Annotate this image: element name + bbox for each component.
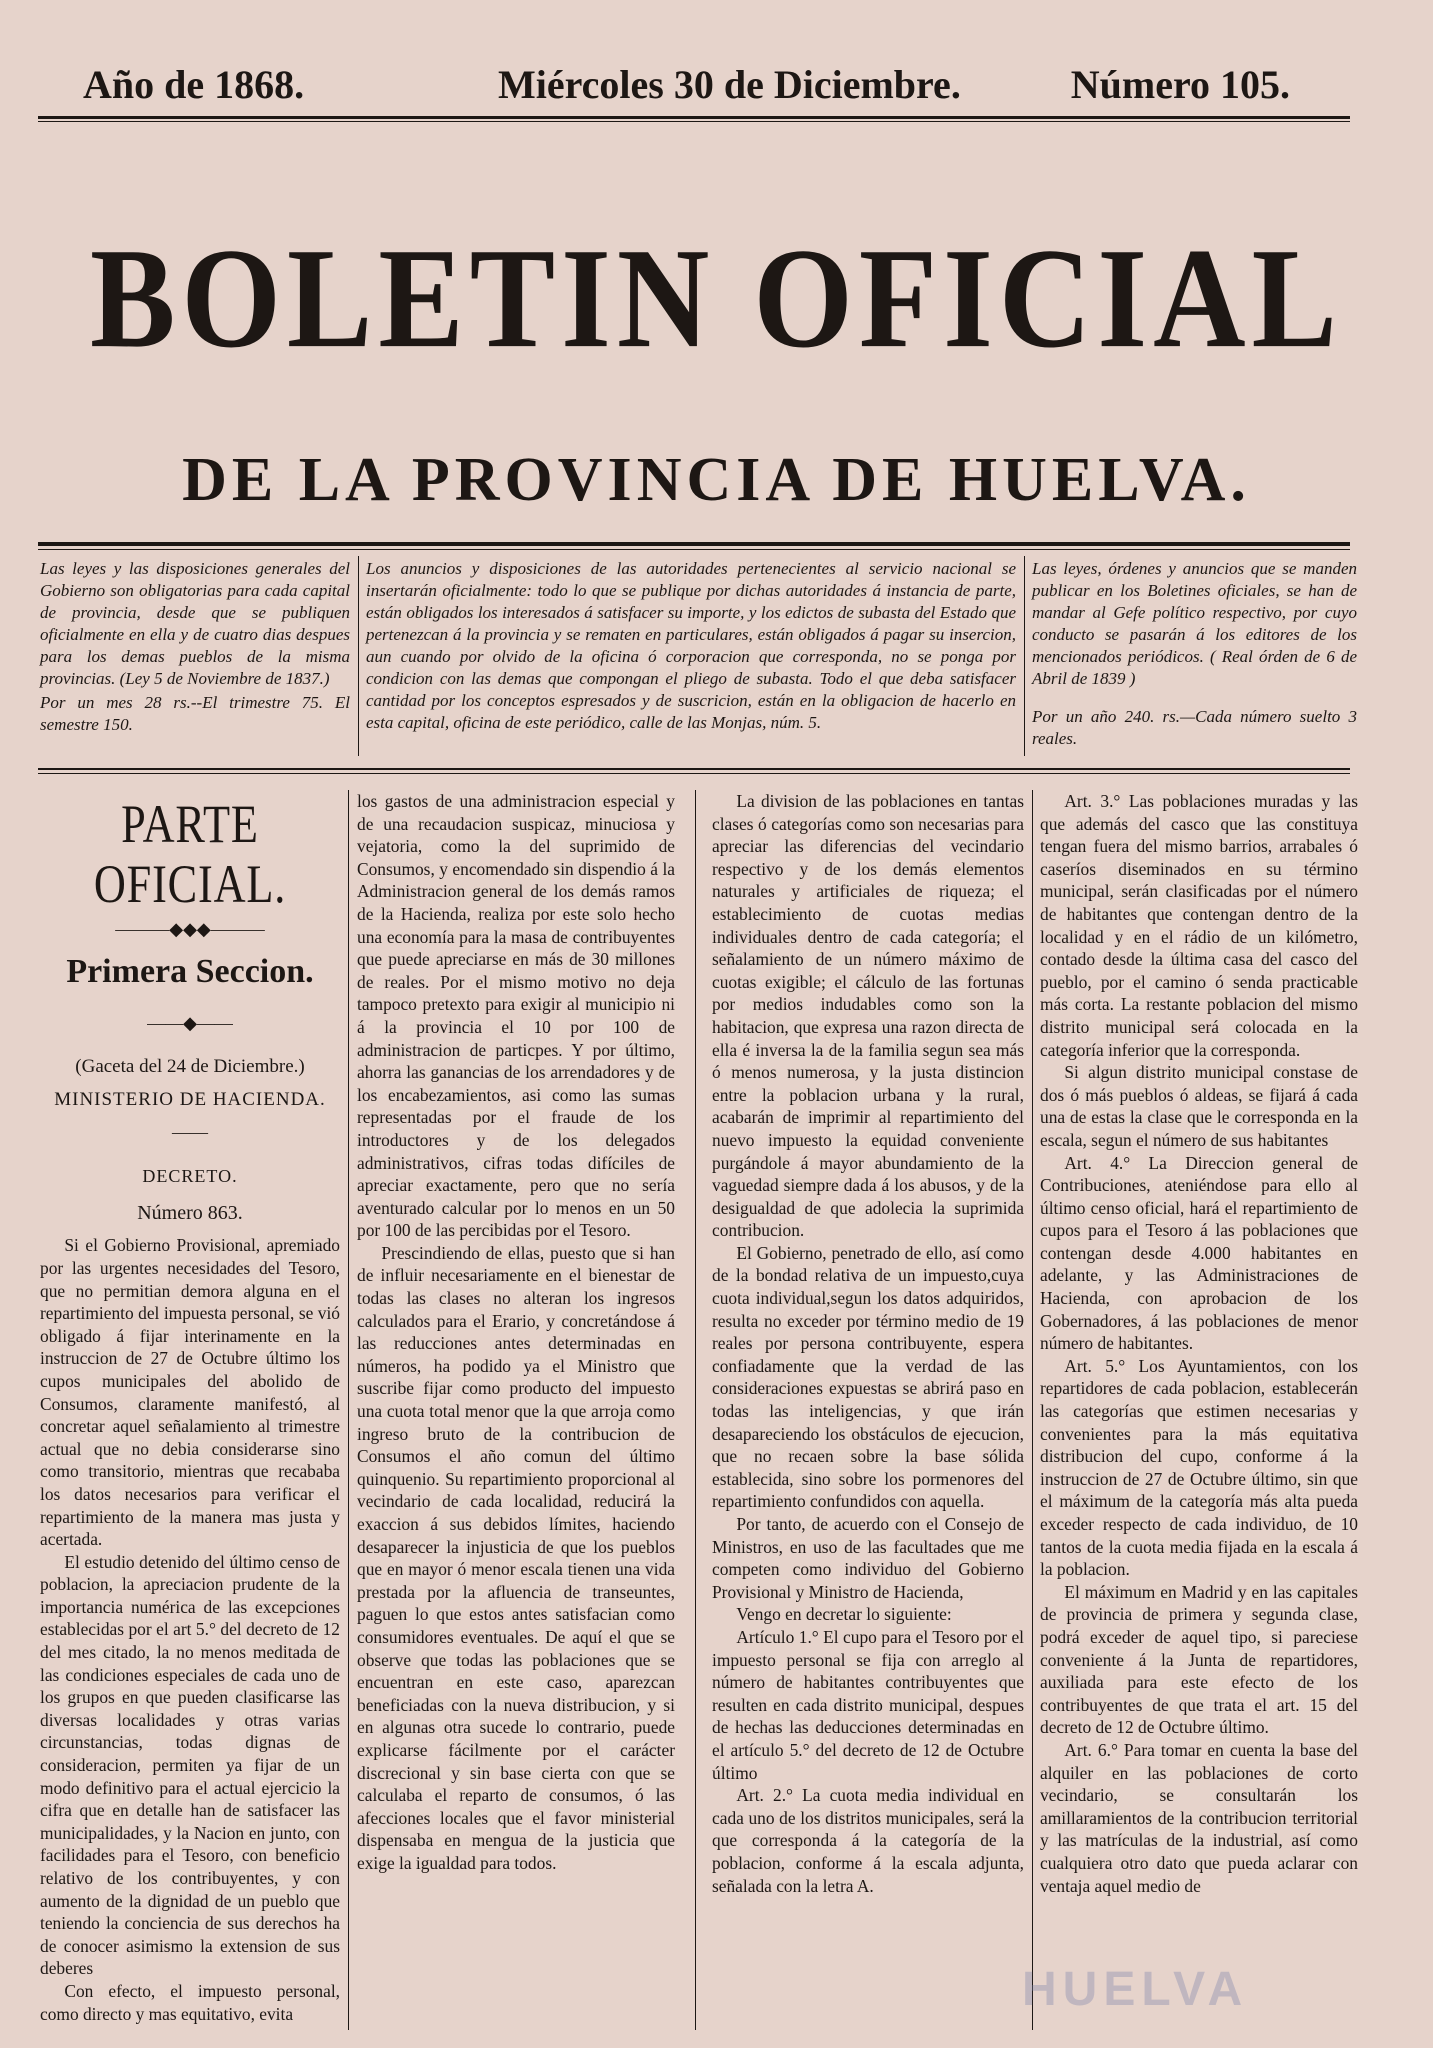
masthead-rule bbox=[38, 116, 1350, 119]
issue-number: Número 105. bbox=[1070, 62, 1290, 107]
paragraph: El Gobierno, penetrado de ello, así como de la bondad relativa de un impuesto,cuya cuota individual,segun los datos adquiridos, resulta no exceder por término medio de 19 reales por persona contribuyente, espera confiadamente que la verdad de las consideraciones expuestas se abrirá paso en todas las inteligencias, y que irán desapareciendo los obstáculos de ejecucion, que no recaen sobre la base sólida establecida, sino sobre los pormenores del repartimiento confundidos con aquella. bbox=[712, 1242, 1024, 1512]
notice-divider-1 bbox=[358, 556, 359, 756]
notice-rule bbox=[38, 768, 1350, 770]
paragraph: La division de las poblaciones en tantas clases ó categorías como son necesarias para apreciar las diferencias del vecindario respectivo y de los demás elementos naturales y artificiales de riqueza; el establecimiento de cuotas medias individuales dentro de cada categoría; el señalamiento de un número máximo de cuotas exigible; el cálculo de las fortunas por medios indudables como son la habitacion, que expresa una razon directa de ella é inversa la de la familia segun sea más ó menos numerosa, y la justa distincion entre la poblacion urbana y la rural, acabarán de imprimir al repartimiento del nuevo impuesto la equidad conveniente purgándole á mayor abundamiento de la vaguedad siempre dada á los abusos, y de la desigualdad de que adolecia la suprimida contribucion. bbox=[712, 791, 1024, 1241]
paragraph: Por tanto, de acuerdo con el Consejo de Ministros, en uso de las facultades que me competen como individuo del Gobierno Provisional y Ministro de Hacienda, bbox=[712, 1514, 1024, 1602]
column-4 bbox=[1040, 790, 1358, 1897]
notice-rule-thin bbox=[38, 773, 1350, 774]
notice-left-price: Por un mes 28 rs.--El trimestre 75. El semestre 150. bbox=[40, 693, 350, 734]
column-1 bbox=[40, 790, 340, 2025]
paragraph: Prescindiendo de ellas, puesto que si han de influir necesariamente en el bienestar de todas las clases no alteran los ingresos calculados para el Erario, y concretándose á las reducciones antes determinadas en números, ha podido ya el Ministro que suscribe fijar como producto del impuesto una cuota total menor que la que arroja como ingreso bruto de la contribucion de Consumos el año comun del último quinquenio. Su repartimiento proporcional al vecindario de cada localidad, reducirá la exaccion á sus debidos límites, haciendo desaparecer la injusticia de que los pueblos que en mayor ó menor escala tienen una vida prestada por la afluencia de transeuntes, paguen lo que estos antes satisfacian como consumidores eventuales. De aquí el que se observe que todas las poblaciones que se encuentran en este caso, aparezcan beneficiadas con la nueva distribucion, y si en algunas otra sucede lo contrario, puede explicarse fácilmente por el carácter discrecional y sin base cierta con que se calculaba el reparto de consumos, ó las afecciones locales que el favor ministerial dispensaba en mengua de la justicia que exige la igualdad para todos. bbox=[357, 1242, 675, 1873]
newspaper-title: BOLETIN OFICIAL bbox=[90, 218, 1343, 378]
ornament-divider: —— bbox=[172, 1122, 208, 1143]
masthead-rule-thin bbox=[38, 121, 1350, 122]
archive-watermark: HUELVA bbox=[1022, 1963, 1249, 2016]
notice-left bbox=[40, 558, 350, 736]
column-divider-3 bbox=[1032, 790, 1033, 2030]
column-divider-1 bbox=[348, 790, 349, 2030]
paragraph: Art. 4.° La Direccion general de Contribuciones, ateniéndose para ello al último censo oficial, hará el repartimiento de cupos para el Tesoro á las poblaciones que contengan desde 4.000 habitantes en adelante, y las Administraciones de Hacienda, con aprobacion de los Gobernadores, á las poblaciones de menor número de habitantes. bbox=[1040, 1152, 1358, 1354]
paragraph: Si el Gobierno Provisional, apremiado por las urgentes necesidades del Tesoro, que no permitian demora alguna en el repartimiento del impuesta personal, se vió obligado á fijar interinamente en la instruccion de 27 de Octubre último los cupos municipales del abolido de Consumos, claramente manifestó, al concretar aquel señalamiento al trimestre actual que no debia considerarse sino como transitorio, mientras que recababa los datos necesarios para verificar el repartimiento de la manera mas justa y acertada. bbox=[40, 1235, 340, 1550]
parte-oficial-heading: PARTE OFICIAL. bbox=[93, 794, 287, 914]
decreto-heading: DECRETO. bbox=[142, 1166, 238, 1187]
paragraph: Si algun distrito municipal constase de dos ó más pueblos ó aldeas, se fijará á cada una de estas la clase que le corresponda en la escala, segun el número de sus habitantes bbox=[1040, 1062, 1358, 1150]
paragraph: El estudio detenido del último censo de poblacion, la apreciacion prudente de la importancia numérica de las excepciones establecidas por el art 5.° del decreto de 12 del mes citado, la no menos meditada de las condiciones especiales de cada uno de los grupos en que pueden clasificarse las diversas localidades y otras varias circunstancias, todas dignas de consideracion, permiten ya fijar de un modo definitivo para el actual ejercicio la cifra que en detalle han de satisfacer las municipalidades, y la Nacion en junto, con facilidades para el Tesoro, con beneficio relativo de los contribuyentes, y con aumento de la dignidad de un pueblo que teniendo la conciencia de sus derechos ha de conocer asimismo la extension de sus deberes bbox=[40, 1551, 340, 1979]
column-2 bbox=[357, 790, 675, 1875]
paragraph: Art. 6.° Para tomar en cuenta la base del alquiler en las poblaciones de corto vecindario, se consultarán los amillaramientos de la contribucion territorial y las matrículas de la industrial, así como cualquiera otro dato que pueda aclarar con ventaja aquel medio de bbox=[1040, 1739, 1358, 1896]
ministry-heading: MINISTERIO DE HACIENDA. bbox=[54, 1088, 326, 1110]
notice-left-text: Las leyes y las disposiciones generales del Gobierno son obligatorias para cada capital de provincia, desde que se publiquen oficialmente en ella y de cuatro dias despues para los demas pueblos de la misma provincias. (Ley 5 de Noviembre de 1837.) bbox=[40, 559, 350, 688]
paragraph: Con efecto, el impuesto personal, como directo y mas equitativo, evita bbox=[40, 1980, 340, 2024]
notice-right-price: Por un año 240. rs.—Cada número suelto 3 reales. bbox=[1032, 707, 1357, 748]
decreto-number: Número 863. bbox=[137, 1201, 243, 1224]
notice-right bbox=[1032, 558, 1357, 750]
paragraph: los gastos de una administracion especial y de una recaudacion suspicaz, minuciosa y vejatoria, como la del suprimido de Consumos, y encomendado sin dispendio á la Administracion general de los demás ramos de la Hacienda, realiza por este solo hecho una economía para la masa de contribuyentes que puede apreciarse en más de 30 millones de reales. Por el mismo motivo no deja tampoco pretexto para exigir al municipio ni á la provincia el 10 por 100 de administracion de particpes. Y por último, ahorra las ganancias de los arrendadores y de los encabezamientos, asi como las sumas representadas por el fraude de los introductores y de los delegados administrativos, cifras todas difíciles de apreciar exactamente, pero que no sería aventurado calcular por lo menos en un 50 por 100 de las percibidas por el Tesoro. bbox=[357, 791, 675, 1241]
notice-right-text: Las leyes, órdenes y anuncios que se manden publicar en los Boletines oficiales, se han de mandar al Gefe político respectivo, por cuyo conducto se pasarán á los editores de los mencionados periódicos. ( Real órden de 6 de Abril de 1839 ) bbox=[1032, 559, 1357, 688]
column-divider-2 bbox=[695, 790, 696, 2030]
issue-year: Año de 1868. bbox=[83, 62, 305, 107]
primera-seccion-heading: Primera Seccion. bbox=[66, 953, 314, 990]
title-rule bbox=[38, 542, 1350, 546]
paragraph: Art. 3.° Las poblaciones muradas y las que además del casco que las constituya tengan fuera del mismo barrios, arrabales ó caseríos diseminados en su término municipal, serán clasificadas por el número de habitantes que contengan dentro de la localidad y en el rádio de un kilómetro, contado desde la última casa del casco del pueblo, por el camino ó senda practicable más corta. La restante poblacion del mismo distrito municipal será colocada en la categoría inferior que la corresponda. bbox=[1040, 791, 1358, 1060]
issue-date: Miércoles 30 de Diciembre. bbox=[498, 62, 961, 107]
paragraph: Vengo en decretar lo siguiente: bbox=[736, 1604, 952, 1625]
newspaper-subtitle: DE LA PROVINCIA DE HUELVA. bbox=[182, 446, 1251, 514]
gaceta-reference: (Gaceta del 24 de Diciembre.) bbox=[75, 1056, 305, 1077]
ornament-divider: ——◆—— bbox=[147, 1013, 233, 1033]
notice-divider-2 bbox=[1024, 556, 1025, 756]
notice-center-text: Los anuncios y disposiciones de las autoridades pertenecientes al servicio nacional se insertarán oficialmente: todo lo que se publique por dichas autoridades á instancia de parte, están obligados los interesados á satisfacer su importe, y los edictos de subasta del Estado que pertenezcan á la provincia y se rematen en particulares, están obligados á pagar su insercion, aun cuando por olvido de la oficina ó corporacion que corresponda, no se ponga por condicion con las demas que compongan el pliego de subasta. Todo el que deba satisfacer cantidad por los conceptos espresados y de suscricion, están en la obligacion de hacerlo en esta capital, oficina de este periódico, calle de las Monjas, núm. 5. bbox=[366, 559, 1016, 732]
paragraph: El máximum en Madrid y en las capitales de provincia de primera y segunda clase, podrá exceder de aquel tipo, si pareciese conveniente á la Junta de repartidores, auxiliada para este efecto de los contribuyentes de que trata el art. 15 del decreto de 12 de Octubre último. bbox=[1040, 1581, 1358, 1738]
title-rule-thin bbox=[38, 549, 1350, 550]
notice-center bbox=[366, 558, 1016, 734]
column-3 bbox=[712, 790, 1024, 1897]
ornament-divider: ———◆◆◆——— bbox=[115, 919, 265, 939]
masthead bbox=[38, 60, 1350, 110]
paragraph: Art. 2.° La cuota media individual en cada uno de los distritos municipales, será la que corresponda á la categoría de la poblacion, conforme á la escala adjunta, señalada con la letra A. bbox=[712, 1785, 1024, 1896]
paragraph: Artículo 1.° El cupo para el Tesoro por el impuesto personal se fija con arreglo al número de habitantes contribuyentes que resulten en cada distrito municipal, despues de hechas las deducciones determinadas en el artículo 5.° del decreto de 12 de Octubre último bbox=[712, 1626, 1024, 1783]
paragraph: Art. 5.° Los Ayuntamientos, con los repartidores de cada poblacion, establecerán las categorías que estimen necesarias y convenientes para la más equitativa distribucion del cupo, conforme á la instruccion de 27 de Octubre último, sin que el máximum de la categoría más alta pueda exceder respecto de cada individuo, de 10 tantos de la cuota media fijada en la escala á la poblacion. bbox=[1040, 1355, 1358, 1580]
